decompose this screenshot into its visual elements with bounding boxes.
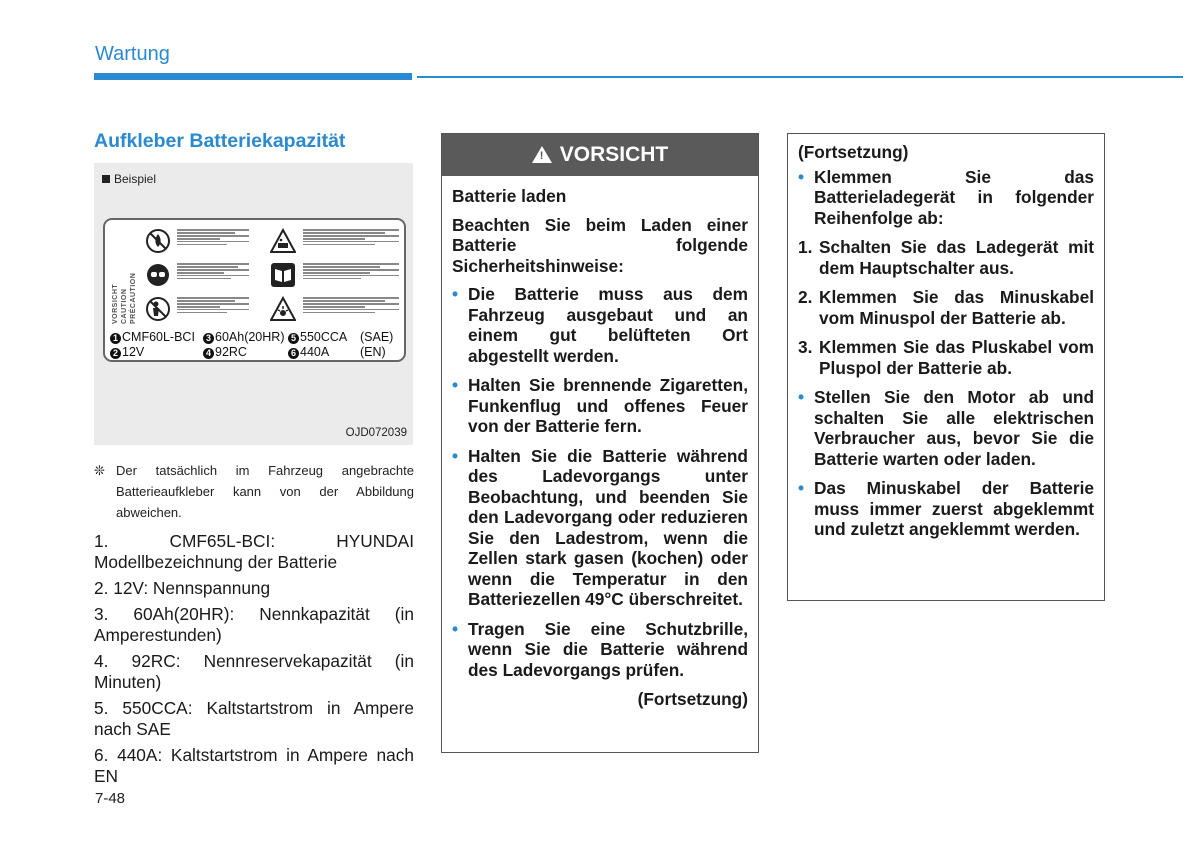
warning-fine-text	[303, 296, 399, 315]
caution-bullet-text: Halten Sie die Batterie während des Ladevorgangs unter Beobachtung, und beenden Sie den Ladevorgang oder reduzieren Sie den Ladestrom, wenn die Zellen stark gasen (kochen) oder wenn die Temperatur in den Batteriezellen 49°C überschreitet.	[468, 445, 748, 609]
step-number: 2.	[798, 287, 813, 307]
battery-label-figure	[94, 163, 413, 445]
label-definition-list	[94, 531, 414, 787]
definition-item: 5. 550CCA: Kaltstartstrom in Ampere nach SAE	[94, 698, 414, 739]
caution-box	[441, 133, 759, 753]
continued-marker: (Fortsetzung)	[637, 689, 748, 709]
sticker-model: CMF60L-BCI	[122, 330, 195, 344]
caution-bullet-text: Die Batterie muss aus dem Fahrzeug ausgebaut und an einem gut belüfteten Ort abgestellt werden.	[468, 284, 748, 366]
keep-away-children-icon	[145, 296, 171, 322]
figure-caption	[102, 172, 156, 186]
caution-body	[442, 176, 758, 710]
definition-item: 4. 92RC: Nennreservekapazität (in Minuten)	[94, 651, 414, 692]
step-text: Schalten Sie das Ladegerät mit dem Hauptschalter aus.	[819, 237, 1094, 278]
bullet-dot-icon: •	[798, 387, 805, 407]
header-rule-thick	[94, 73, 412, 80]
square-bullet-icon	[102, 175, 110, 183]
acid-warning-icon	[270, 228, 296, 254]
definition-item: 3. 60Ah(20HR): Nennkapazität (in Amperestunden)	[94, 604, 414, 645]
figure-caption-text: Beispiel	[114, 172, 157, 186]
caution-intro: Beachten Sie beim Laden einer Batterie folgende Sicherheitshinweise:	[452, 214, 748, 276]
circled-number: 2	[110, 348, 121, 359]
section-title: Wartung	[95, 43, 170, 65]
bullet-dot-icon: •	[798, 478, 805, 498]
circled-number: 4	[203, 348, 214, 359]
warning-fine-text	[177, 228, 249, 247]
step-item	[798, 237, 1094, 278]
figure-code: OJD072039	[345, 427, 407, 439]
step-text: Klemmen Sie das Pluskabel vom Pluspol der Batterie ab.	[819, 337, 1094, 378]
bullet-dot-icon: •	[798, 166, 805, 187]
sticker-sae: (SAE)	[360, 330, 394, 344]
battery-sticker	[103, 218, 406, 362]
continuation-bullet-text: Stellen Sie den Motor ab und schalten Sie alle elektrischen Verbraucher aus, bevor Sie die Batterie warten oder laden.	[814, 387, 1094, 469]
caution-bullet-text: Tragen Sie eine Schutzbrille, wenn Sie die Batterie während des Ladevorgangs prüfen.	[468, 618, 748, 680]
sticker-side-word: CAUTION	[121, 288, 128, 324]
caution-bullet-text: Halten Sie brennende Zigaretten, Funkenflug und offenes Feuer von der Batterie fern.	[468, 375, 748, 436]
definition-item: 1. CMF65L-BCI: HYUNDAI Modellbezeichnung der Batterie	[94, 531, 414, 572]
bullet-dot-icon: •	[452, 375, 459, 395]
definition-item: 2. 12V: Nennspannung	[94, 578, 271, 598]
step-number: 3.	[798, 337, 813, 357]
sticker-side-word: VORSICHT	[112, 283, 119, 324]
note-mark-icon: ❊	[94, 463, 105, 478]
caution-bullet	[452, 619, 748, 681]
bullet-dot-icon: •	[452, 284, 459, 304]
warning-fine-text	[303, 262, 399, 281]
continuation-heading: (Fortsetzung)	[798, 142, 909, 162]
battery-label-heading: Aufkleber Batteriekapazität	[94, 130, 346, 152]
definition-item: 6. 440A: Kaltstartstrom in Ampere nach EN	[94, 745, 414, 786]
circled-number: 1	[110, 333, 121, 344]
caution-subheading: Batterie laden	[452, 186, 567, 206]
sticker-side-text	[110, 226, 138, 326]
warning-fine-text	[177, 262, 249, 281]
sticker-rc: 92RC	[215, 345, 247, 359]
header-rule-thin	[417, 76, 1183, 78]
sticker-en: (EN)	[360, 345, 386, 359]
continuation-bullet	[798, 478, 1094, 540]
bullet-dot-icon: •	[452, 445, 459, 466]
sticker-cca: 550CCA	[300, 330, 348, 344]
step-number: 1.	[798, 237, 813, 257]
warning-fine-text	[177, 296, 249, 315]
continuation-box	[787, 133, 1105, 601]
circled-number: 6	[288, 348, 299, 359]
no-flame-icon	[145, 228, 171, 254]
continuation-bullet	[798, 387, 1094, 469]
bullet-dot-icon: •	[452, 618, 459, 639]
continuation-bullet	[798, 167, 1094, 229]
sticker-side-word: PRÉCAUTION	[130, 272, 137, 324]
caution-header	[442, 134, 758, 176]
left-column	[94, 128, 414, 792]
caution-bullet	[452, 446, 748, 610]
note-text: Der tatsächlich im Fahrzeug angebrachte Batterieaufkleber kann von der Abbildung abweichen.	[116, 463, 414, 520]
explosive-warning-icon	[270, 296, 296, 322]
step-text: Klemmen Sie das Minuskabel vom Minuspol der Batterie ab.	[819, 287, 1094, 328]
eye-protection-icon	[145, 262, 171, 288]
page-number: 7-48	[95, 790, 126, 807]
caution-title: VORSICHT	[559, 143, 669, 166]
step-item	[798, 337, 1094, 378]
circled-number: 5	[288, 333, 299, 344]
sticker-en-current: 440A	[300, 345, 330, 359]
step-item	[798, 287, 1094, 328]
continuation-bullet-text: Das Minuskabel der Batterie muss immer zuerst abgeklemmt und zuletzt angeklemmt werden.	[814, 478, 1094, 539]
read-manual-icon	[270, 262, 296, 288]
warning-triangle-icon: !	[532, 146, 552, 163]
sticker-capacity: 60Ah(20HR)	[215, 330, 285, 344]
circled-number: 3	[203, 333, 214, 344]
caution-bullet	[452, 375, 748, 437]
warning-fine-text	[303, 228, 399, 247]
sticker-voltage: 12V	[122, 345, 145, 359]
continuation-bullet-text: Klemmen Sie das Batterieladegerät in folgender Reihenfolge ab:	[814, 166, 1094, 228]
figure-note	[94, 460, 414, 523]
caution-bullet	[452, 284, 748, 366]
